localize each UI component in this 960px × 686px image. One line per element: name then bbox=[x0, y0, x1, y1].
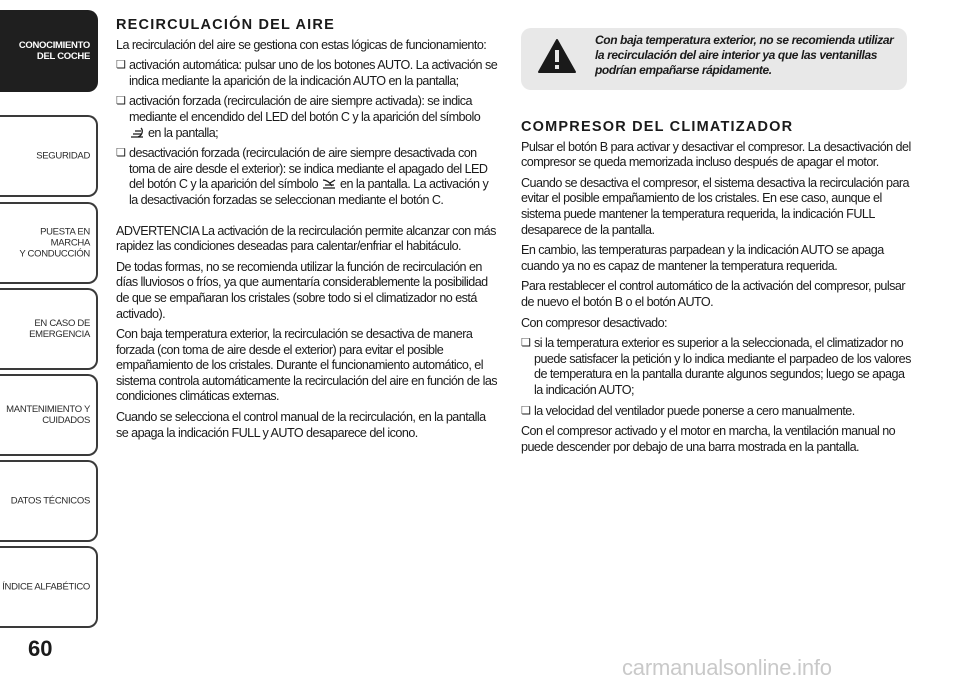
recirculation-list bbox=[116, 58, 498, 208]
list-item: ❏ la velocidad del ventilador puede ponerse a cero manualmente. bbox=[521, 404, 913, 420]
list-item-text: en la pantalla. La activación y la desactivación forzadas se seleccionan mediante el botón C. bbox=[129, 177, 489, 207]
list-item-text: activación forzada (recirculación de aire siempre activada): se indica mediante el encendido del LED del botón C y la aparición del símbolo bbox=[129, 94, 481, 124]
tab-conocimiento-del-coche[interactable] bbox=[0, 10, 98, 92]
warning-triangle-icon bbox=[537, 38, 577, 74]
recirculation-off-icon bbox=[321, 178, 337, 190]
list-item bbox=[116, 58, 498, 89]
tab-label: SEGURIDAD bbox=[36, 150, 90, 162]
section-heading: COMPRESOR DEL CLIMATIZADOR bbox=[521, 119, 794, 135]
list-item: ❏ si la temperatura exterior es superior a la seleccionada, el climatizador no puede satisfacer la petición y lo indica mediante el parpadeo de los valores de temperatura en la pantalla durante algunos segundos; luego se apaga la indicación AUTO; bbox=[521, 336, 913, 398]
tab-label: EN CASO DE EMERGENCIA bbox=[29, 318, 90, 340]
advertencia-paragraph: ADVERTENCIA La activación de la recirculación permite alcanzar con más rapidez las condiciones deseadas para calentar/enfriar el habitáculo. bbox=[116, 223, 496, 254]
section-heading: RECIRCULACIÓN DEL AIRE bbox=[116, 17, 335, 33]
tab-seguridad[interactable] bbox=[0, 115, 98, 197]
body-paragraph: Con el compresor activado y el motor en marcha, la ventilación manual no puede descender por debajo de una barra mostrada en la pantalla. bbox=[521, 424, 896, 454]
tab-mantenimiento-y-cuidados[interactable] bbox=[0, 374, 98, 456]
chapter-sidebar bbox=[0, 0, 100, 640]
body-paragraph: De todas formas, no se recomienda utilizar la función de recirculación en días lluviosos o fríos, ya que aumentaría considerablemente la posibilidad de que se empañaran los cristales (sobre todo si el climatizador no está activado). bbox=[116, 259, 488, 321]
tab-indice-alfabetico[interactable] bbox=[0, 546, 98, 628]
body-paragraph: Cuando se selecciona el control manual de la recirculación, en la pantalla se apaga la indicación FULL y AUTO desaparece del icono. bbox=[116, 410, 486, 440]
body-paragraph: Cuando se desactiva el compresor, el sistema desactiva la recirculación para evitar el posible empañamiento de los cristales. En ese caso, aunque el sistema puede mantener la temperatura requerida, la indicación FULL desaparece de la pantalla. bbox=[521, 175, 909, 237]
compressor-list bbox=[521, 336, 913, 419]
body-paragraph: Con compresor desactivado: bbox=[521, 315, 668, 330]
warning-text: Con baja temperatura exterior, no se recomienda utilizar la recirculación del aire interior ya que las ventanillas podrían empañarse rápidamente. bbox=[595, 33, 894, 77]
list-item-text: desactivación forzada (recirculación de aire siempre desactivada con toma de aire desde el exterior): se indica mediante el apagado del LED del botón C y la aparición del símbolo bbox=[129, 146, 488, 192]
list-item-text: activación automática: pulsar uno de los botones AUTO. La activación se indica mediante la aparición de la indicación AUTO en la pantalla; bbox=[129, 58, 498, 88]
tab-label: ÍNDICE ALFABÉTICO bbox=[2, 581, 90, 593]
intro-paragraph: La recirculación del aire se gestiona con estas lógicas de funcionamiento: bbox=[116, 37, 487, 52]
body-paragraph: En cambio, las temperaturas parpadean y la indicación AUTO se apaga cuando ya no es capaz de mantener la temperatura requerida. bbox=[521, 243, 884, 273]
tab-label: PUESTA EN MARCHA Y CONDUCCIÓN bbox=[19, 226, 90, 260]
tab-en-caso-de-emergencia[interactable] bbox=[0, 288, 98, 370]
tab-puesta-en-marcha[interactable] bbox=[0, 202, 98, 284]
recirculation-section bbox=[116, 18, 498, 446]
page-number: 60 bbox=[28, 636, 53, 661]
tab-datos-tecnicos[interactable] bbox=[0, 460, 98, 542]
list-item bbox=[116, 146, 498, 208]
tab-label: DATOS TÉCNICOS bbox=[10, 495, 90, 507]
recirculation-on-icon bbox=[129, 127, 145, 139]
tab-label: MANTENIMIENTO Y CUIDADOS bbox=[6, 404, 90, 426]
list-item-text: en la pantalla; bbox=[147, 125, 219, 140]
compressor-section bbox=[521, 120, 913, 460]
watermark-text: carmanualsonline.info bbox=[622, 655, 832, 680]
warning-box bbox=[521, 28, 907, 90]
list-item bbox=[116, 94, 498, 141]
body-paragraph: Con baja temperatura exterior, la recirculación se desactiva de manera forzada (con toma de aire desde el exterior) para evitar el posible empañamiento de los cristales. Durante el funcionamiento automático, el sistema controla automáticamente la recirculación del aire en función de las condiciones climáticas externas. bbox=[116, 327, 498, 404]
body-paragraph: Pulsar el botón B para activar y desactivar el compresor. La desactivación del compresor se queda memorizada incluso después de apagar el motor. bbox=[521, 139, 911, 170]
tab-label: CONOCIMIENTO DEL COCHE bbox=[18, 40, 90, 62]
body-paragraph: Para restablecer el control automático de la activación del compresor, pulsar de nuevo el botón B o el botón AUTO. bbox=[521, 279, 905, 309]
